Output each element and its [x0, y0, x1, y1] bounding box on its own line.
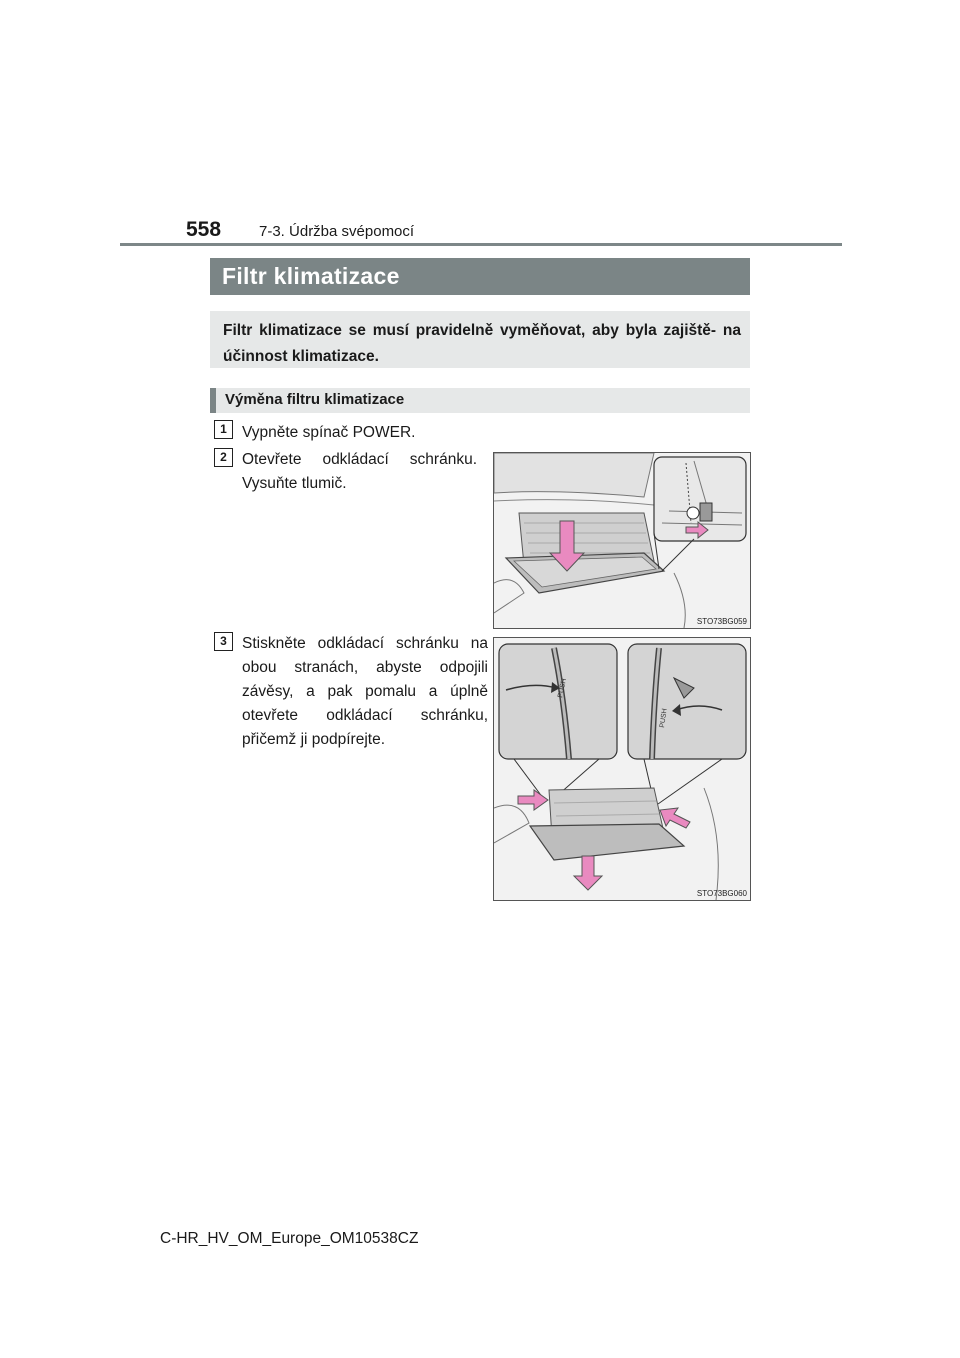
step-text-3: Stiskněte odkládací schránku na obou stranách, abyste odpojili závěsy, a pak pomalu a úplně otevřete odkládací schránku, přičemž ji podpírejte.: [242, 635, 488, 748]
step-number-2: 2: [214, 448, 233, 467]
section-reference: 7-3. Údržba svépomocí: [259, 223, 415, 240]
figure-code-2: STO73BG060: [696, 889, 747, 898]
intro-box: [210, 311, 750, 368]
glovebox-release-illustration: [494, 638, 750, 900]
subheading-accent: [210, 388, 216, 413]
section-title-bar: [210, 258, 750, 295]
header-divider: [120, 243, 842, 246]
step-text-2: Otevřete odkládací schránku. Vysuňte tlumič.: [242, 451, 477, 492]
figure-glovebox-release: [493, 637, 751, 901]
document-footer: C-HR_HV_OM_Europe_OM10538CZ: [160, 1230, 419, 1247]
push-label-left: PUSH: [557, 677, 569, 699]
intro-text: Filtr klimatizace se musí pravidelně vyměňovat, aby byla zajiště- na účinnost klimatizace.: [223, 322, 741, 365]
step-text-1: Vypněte spínač POWER.: [242, 424, 416, 441]
section-title: Filtr klimatizace: [222, 263, 400, 289]
step-number-3: 3: [214, 632, 233, 651]
subheading: Výměna filtru klimatizace: [225, 391, 405, 408]
subheading-bar: [210, 388, 750, 413]
figure-glovebox-open: [493, 452, 751, 629]
figure-code-1: STO73BG059: [696, 617, 747, 626]
glovebox-open-illustration: [494, 453, 750, 628]
page-number: 558: [186, 218, 222, 241]
step-number-1: 1: [214, 420, 233, 439]
push-label-right: PUSH: [659, 708, 669, 729]
